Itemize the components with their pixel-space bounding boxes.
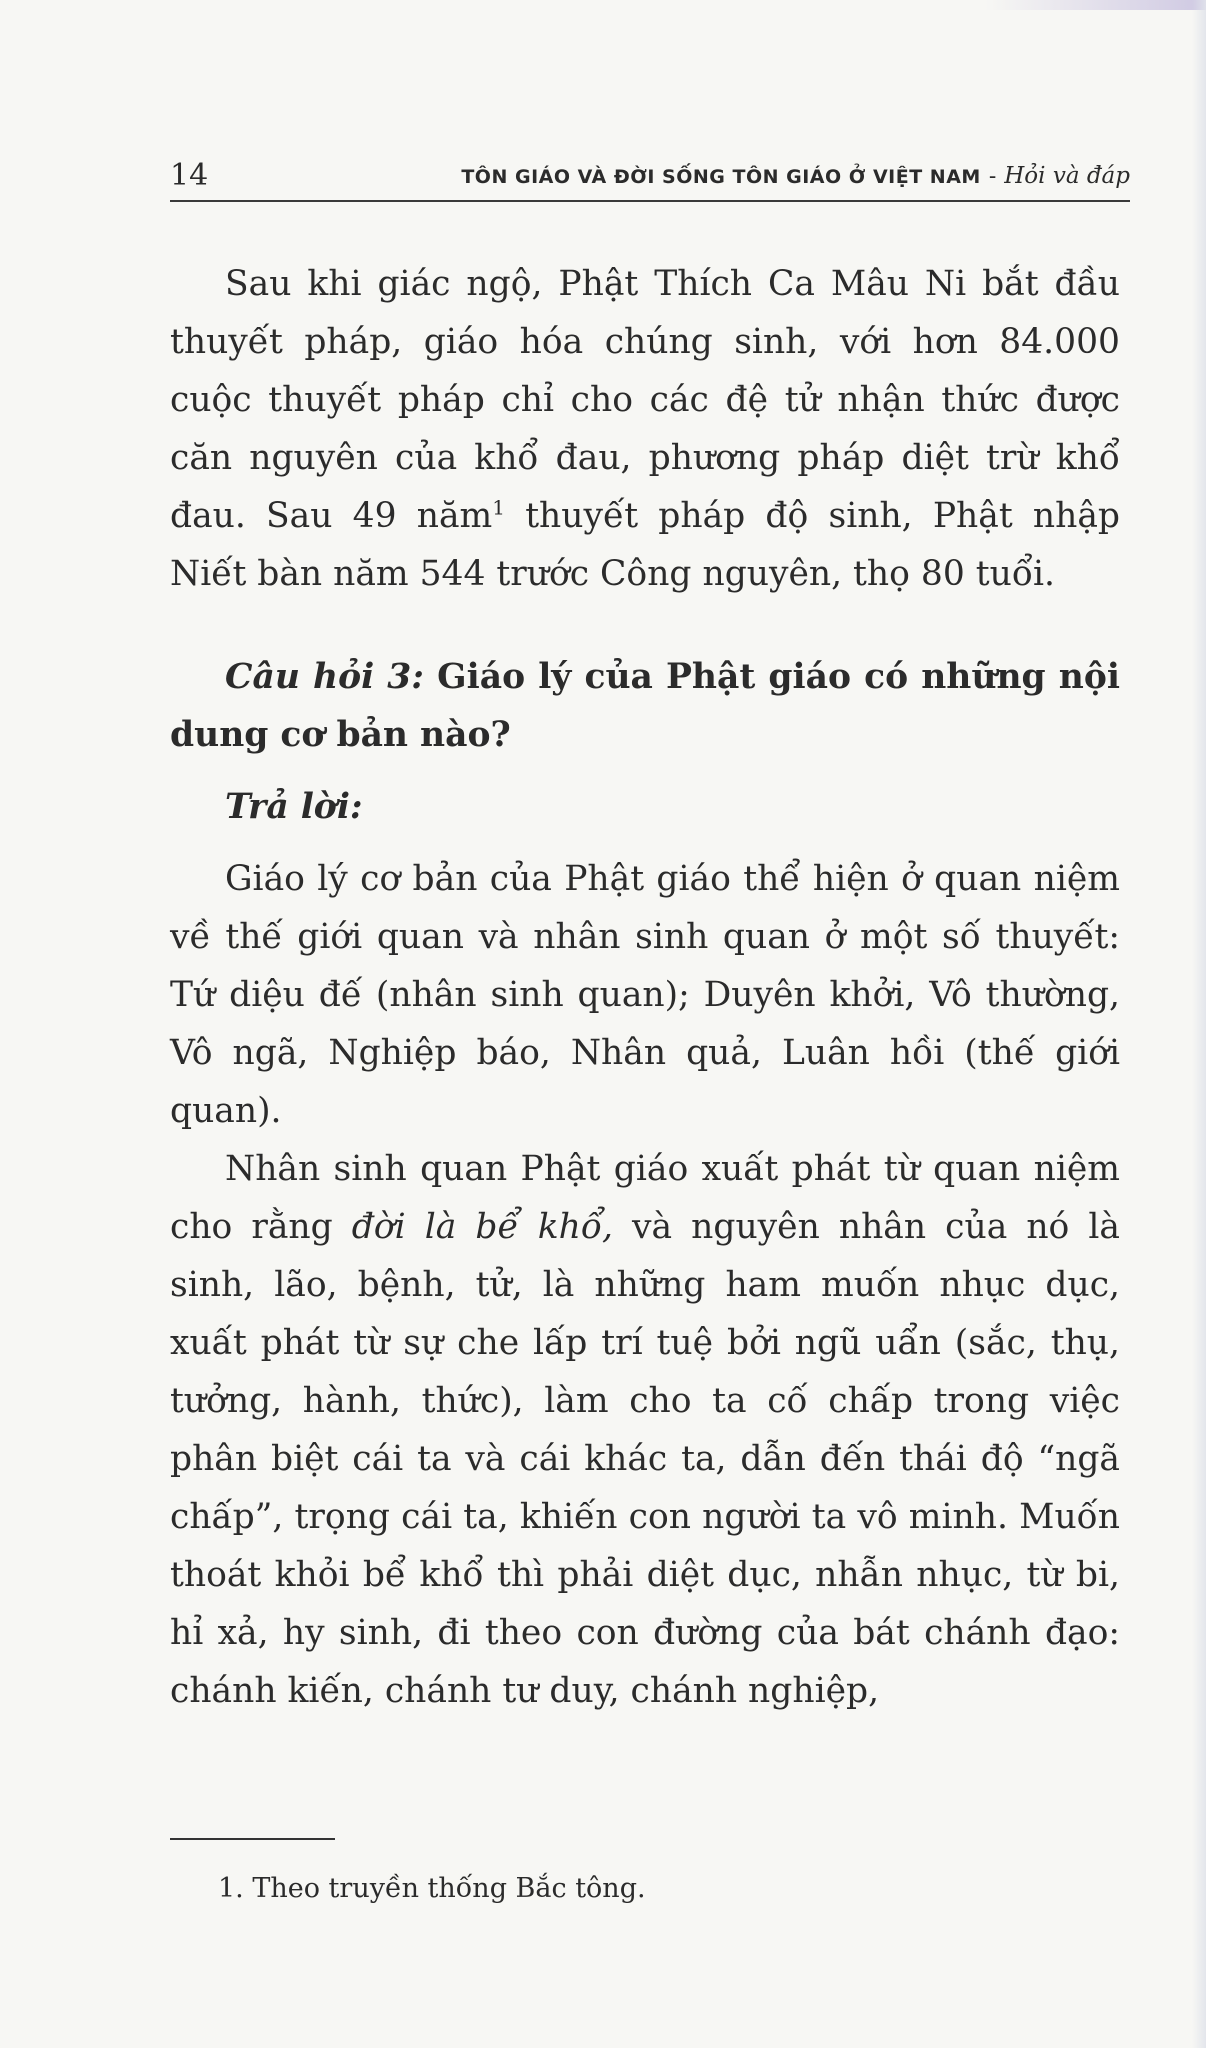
header-rule [170, 200, 1130, 202]
running-title-subtitle: Hỏi và đáp [1004, 163, 1130, 189]
footnote: 1. Theo truyền thống Bắc tông. [218, 1873, 646, 1904]
paragraph-1-text: Sau khi giác ngộ, Phật Thích Ca Mâu Ni bắt đầu thuyết pháp, giáo hóa chúng sinh, với hơn 84.000 cuộc thuyết pháp chỉ cho các đệ tử nhận thức được căn nguyên của khổ đau, phương pháp diệt trừ khổ đau. Sau 49 năm [170, 264, 1120, 536]
question-heading [170, 648, 1120, 764]
paragraph-3-emphasis: đời là bể khổ, [351, 1207, 613, 1247]
question-label: Câu hỏi 3: [225, 657, 425, 697]
paragraph-1-text-cont: thuyết pháp độ sinh, Phật nhập Niết bàn năm 544 trước Công nguyên, thọ 80 tuổi. [170, 496, 1120, 594]
page-header [170, 150, 1130, 202]
question-text: Giáo lý của Phật giáo có những nội dung cơ bản nào? [170, 657, 1120, 755]
footnote-reference: 1 [492, 495, 505, 520]
paragraph-3 [170, 1140, 1120, 1720]
running-title-main: TÔN GIÁO VÀ ĐỜI SỐNG TÔN GIÁO Ở VIỆT NAM [461, 166, 981, 188]
footnote-rule [170, 1838, 335, 1840]
paragraph-1 [170, 255, 1120, 603]
paragraph-3-text: Nhân sinh quan Phật giáo xuất phát từ quan niệm cho rằng [170, 1149, 1120, 1247]
body-text [170, 255, 1120, 1720]
paragraph-3-text-cont: và nguyên nhân của nó là sinh, lão, bệnh, tử, là những ham muốn nhục dục, xuất phát từ sự che lấp trí tuệ bởi ngũ uẩn (sắc, thụ, tưởng, hành, thức), làm cho ta cố chấp trong việc phân biệt cái ta và cái khác ta, dẫn đến thái độ “ngã chấp”, trọng cái ta, khiến con người ta vô minh. Muốn thoát khỏi bể khổ thì phải diệt dục, nhẫn nhục, từ bi, hỉ xả, hy sinh, đi theo con đường của bát chánh đạo: chánh kiến, chánh tư duy, chánh nghiệp, [170, 1207, 1120, 1711]
paragraph-2: Giáo lý cơ bản của Phật giáo thể hiện ở quan niệm về thế giới quan và nhân sinh quan ở một số thuyết: Tứ diệu đế (nhân sinh quan); Duyên khởi, Vô thường, Vô ngã, Nghiệp báo, Nhân quả, Luân hồi (thế giới quan). [170, 859, 1120, 1131]
running-title [461, 160, 1130, 189]
page-number: 14 [170, 158, 209, 193]
answer-label: Trả lời: [225, 787, 363, 827]
page-edge-top [985, 0, 1206, 10]
running-title-separator: - [988, 164, 997, 189]
page-edge-right [1192, 0, 1206, 2048]
